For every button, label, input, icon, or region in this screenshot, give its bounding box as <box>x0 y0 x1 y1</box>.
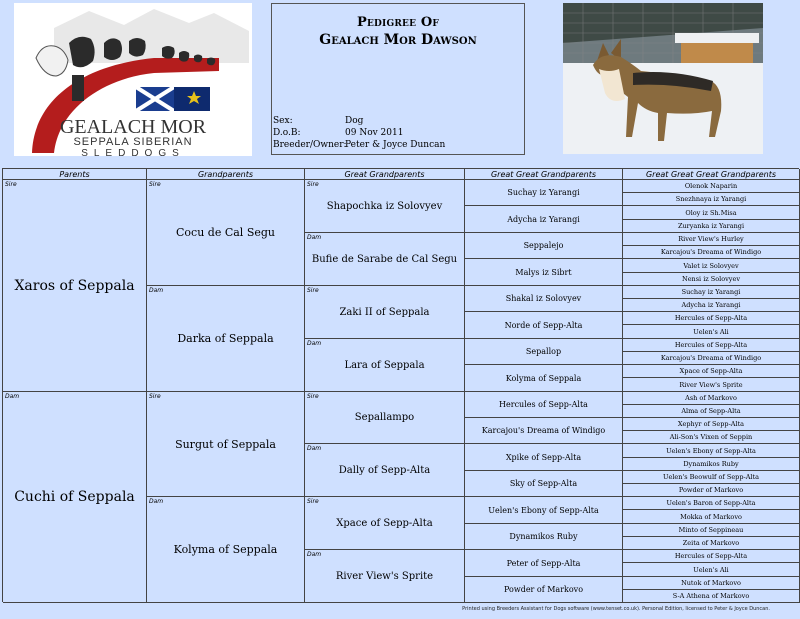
gg-grandparent-name: Sepallop <box>525 347 562 356</box>
info-label: Sex: <box>273 116 293 126</box>
ggg-grandparent-name: Alma of Sepp-Alta <box>681 407 741 415</box>
pedigree-table <box>2 168 799 602</box>
great-grandparent-cell <box>305 233 465 286</box>
gg-grandparent-name: Karcajou's Dreama of Windigo <box>481 426 606 435</box>
ggg-grandparent-cell <box>623 339 800 352</box>
dam-label: Dam <box>307 234 322 241</box>
column-header: Parents <box>3 169 147 180</box>
ggg-grandparent-name: Uelen's Ebony of Sepp-Alta <box>666 446 756 455</box>
ggg-grandparent-cell <box>623 352 800 365</box>
ggg-grandparent-name: Powder of Markovo <box>678 486 744 494</box>
great-grandparent-cell <box>305 180 465 233</box>
info-value: 09 Nov 2011 <box>345 128 404 138</box>
info-value: Peter & Joyce Duncan <box>345 140 446 150</box>
parent-name: Cuchi of Seppala <box>14 489 135 505</box>
dam-label: Dam <box>149 287 164 294</box>
ggg-grandparent-cell <box>623 471 800 484</box>
ggg-grandparent-cell <box>623 550 800 563</box>
ggg-grandparent-name: Adycha iz Yarangi <box>681 301 741 309</box>
ggg-grandparent-name: Hercules of Sepp-Alta <box>674 341 748 349</box>
ggg-grandparent-cell <box>623 286 800 299</box>
ggg-grandparent-cell <box>623 444 800 458</box>
ggg-grandparent-name: Hercules of Sepp-Alta <box>674 552 748 560</box>
column-header: Great Great Grandparents <box>465 169 623 180</box>
dam-label: Dam <box>307 340 322 347</box>
column-header: Grandparents <box>147 169 305 180</box>
ggg-grandparent-name: Snezhnaya iz Yarangi <box>675 195 747 203</box>
flag-icon <box>136 87 210 111</box>
ggg-grandparent-name: Karcajou's Dreama of Windigo <box>660 248 762 256</box>
gg-grandparent-cell <box>465 206 623 233</box>
gg-grandparent-name: Sky of Sepp-Alta <box>509 479 578 488</box>
ggg-grandparent-name: Mokka of Markovo <box>680 512 742 521</box>
great-grandparent-name: Xpace of Sepp-Alta <box>336 517 433 529</box>
logo-title: GEALACH MOR <box>59 116 207 138</box>
ggg-grandparent-name: Minto of Seppineau <box>678 526 744 534</box>
pedigree-info-box <box>271 3 525 155</box>
great-grandparent-cell <box>305 444 465 497</box>
gg-grandparent-cell <box>465 365 623 392</box>
gg-grandparent-name: Adycha iz Yarangi <box>507 214 580 224</box>
great-grandparent-name: Zaki II of Seppala <box>339 306 430 318</box>
ggg-grandparent-name: Xpace of Sepp-Alta <box>679 367 743 375</box>
sire-label: Sire <box>149 181 161 188</box>
ggg-grandparent-name: Suchay iz Yarangi <box>681 288 741 296</box>
great-grandparent-cell <box>305 497 465 550</box>
gg-grandparent-name: Seppalejo <box>523 241 564 250</box>
ggg-grandparent-cell <box>623 312 800 325</box>
ggg-grandparent-name: Karcajou's Dreama of Windigo <box>660 354 762 362</box>
parent-cell <box>3 392 147 603</box>
dam-label: Dam <box>5 393 20 400</box>
ggg-grandparent-name: Uelen's Baron of Sepp-Alta <box>666 499 756 507</box>
ggg-grandparent-cell <box>623 193 800 206</box>
ggg-grandparent-name: Valet iz Solovyev <box>683 261 739 270</box>
ggg-grandparent-cell <box>623 418 800 431</box>
page-title: Pedigree Of <box>357 15 439 30</box>
footer-note: Printed using Breeders Assistant for Dogs software (www.tenset.co.uk). Personal Edition, licensed to Peter & Joyce Duncan. <box>462 606 770 612</box>
grandparent-cell <box>147 497 305 603</box>
parent-cell <box>3 180 147 392</box>
ggg-grandparent-name: S-A Athena of Markovo <box>672 592 750 600</box>
ggg-grandparent-name: Xephyr of Sepp-Alta <box>677 420 745 428</box>
gg-grandparent-cell <box>465 577 623 603</box>
sire-label: Sire <box>307 287 319 294</box>
gg-grandparent-name: Malys iz Sibrt <box>515 267 572 277</box>
column-header: Great Great Great Grandparents <box>623 169 800 180</box>
gg-grandparent-name: Xpike of Sepp-Alta <box>505 452 582 462</box>
ggg-grandparent-cell <box>623 378 800 392</box>
gg-grandparent-name: Shakal iz Solovyev <box>505 294 582 303</box>
ggg-grandparent-name: River View's Hurley <box>678 235 744 243</box>
dog-photo-icon <box>563 3 763 154</box>
ggg-grandparent-cell <box>623 563 800 577</box>
ggg-grandparent-cell <box>623 273 800 286</box>
gg-grandparent-name: Suchay iz Yarangi <box>507 188 580 197</box>
sire-label: Sire <box>149 393 161 400</box>
grandparent-name: Cocu de Cal Segu <box>176 226 275 239</box>
ggg-grandparent-name: Uelen's Ali <box>693 565 729 574</box>
kennel-logo <box>14 3 252 156</box>
grandparent-cell <box>147 392 305 497</box>
column-header: Great Grandparents <box>305 169 465 180</box>
ggg-grandparent-cell <box>623 524 800 537</box>
great-grandparent-cell <box>305 550 465 603</box>
gg-grandparent-cell <box>465 444 623 471</box>
gg-grandparent-name: Uelen's Ebony of Sepp-Alta <box>488 505 599 515</box>
ggg-grandparent-cell <box>623 220 800 233</box>
ggg-grandparent-name: Uelen's Ali <box>693 327 729 336</box>
sire-label: Sire <box>307 498 319 505</box>
ggg-grandparent-cell <box>623 405 800 418</box>
ggg-grandparent-cell <box>623 325 800 339</box>
gg-grandparent-name: Dynamikos Ruby <box>509 532 578 541</box>
ggg-grandparent-cell <box>623 537 800 550</box>
great-grandparent-name: Dally of Sepp-Alta <box>338 464 431 476</box>
ggg-grandparent-cell <box>623 365 800 378</box>
ggg-grandparent-cell <box>623 577 800 590</box>
gg-grandparent-cell <box>465 233 623 259</box>
dam-label: Dam <box>149 498 164 505</box>
dam-label: Dam <box>307 551 322 558</box>
gg-grandparent-cell <box>465 418 623 444</box>
ggg-grandparent-name: Oloy iz Sh.Misa <box>685 208 737 217</box>
dog-name-title: Gealach Mor Dawson <box>319 32 477 48</box>
gg-grandparent-cell <box>465 392 623 418</box>
ggg-grandparent-cell <box>623 431 800 444</box>
ggg-grandparent-name: Ali-Son's Vixen of Seppin <box>669 433 753 441</box>
dam-label: Dam <box>307 445 322 452</box>
gg-grandparent-name: Hercules of Sepp-Alta <box>499 400 588 409</box>
gg-grandparent-name: Norde of Sepp-Alta <box>504 320 583 330</box>
ggg-grandparent-name: Nutok of Markovo <box>681 579 741 587</box>
gg-grandparent-cell <box>465 286 623 312</box>
great-grandparent-cell <box>305 392 465 444</box>
ggg-grandparent-name: Olenok Naparin <box>684 182 738 190</box>
grandparent-name: Darka of Seppala <box>177 332 274 345</box>
sire-label: Sire <box>5 181 17 188</box>
grandparent-name: Kolyma of Seppala <box>173 543 278 556</box>
grandparent-name: Surgut of Seppala <box>175 437 276 451</box>
grandparent-cell <box>147 286 305 392</box>
ggg-grandparent-name: Zuryanka iz Yarangi <box>677 222 745 230</box>
great-grandparent-cell <box>305 339 465 392</box>
ggg-grandparent-cell <box>623 299 800 312</box>
gg-grandparent-cell <box>465 471 623 497</box>
ggg-grandparent-cell <box>623 484 800 497</box>
info-label: Breeder/Owner: <box>273 140 347 150</box>
great-grandparent-name: Lara of Seppala <box>344 359 425 371</box>
info-value: Dog <box>345 116 364 126</box>
ggg-grandparent-name: Hercules of Sepp-Alta <box>674 314 748 322</box>
great-grandparent-cell <box>305 286 465 339</box>
great-grandparent-name: River View's Sprite <box>335 570 434 582</box>
ggg-grandparent-name: Dynamikos Ruby <box>683 460 739 468</box>
ggg-grandparent-name: Uelen's Beowulf of Sepp-Alta <box>663 473 759 481</box>
gg-grandparent-name: Peter of Sepp-Alta <box>506 558 581 568</box>
gg-grandparent-cell <box>465 339 623 365</box>
gg-grandparent-cell <box>465 524 623 550</box>
great-grandparent-name: Bufie de Sarabe de Cal Segu <box>311 253 458 265</box>
ggg-grandparent-cell <box>623 458 800 471</box>
grandparent-cell <box>147 180 305 286</box>
ggg-grandparent-cell <box>623 510 800 524</box>
ggg-grandparent-cell <box>623 206 800 220</box>
great-grandparent-name: Sepallampo <box>354 412 415 423</box>
sire-label: Sire <box>307 181 319 188</box>
info-label: D.o.B: <box>273 128 301 138</box>
ggg-grandparent-cell <box>623 180 800 193</box>
ggg-grandparent-cell <box>623 392 800 405</box>
sire-label: Sire <box>307 393 319 400</box>
great-grandparent-name: Shapochka iz Solovyev <box>326 200 443 212</box>
ggg-grandparent-cell <box>623 233 800 246</box>
gg-grandparent-cell <box>465 180 623 206</box>
ggg-grandparent-cell <box>623 590 800 603</box>
dog-photo <box>563 3 763 154</box>
ggg-grandparent-cell <box>623 246 800 259</box>
gg-grandparent-cell <box>465 259 623 286</box>
ggg-grandparent-name: River View's Sprite <box>679 380 743 389</box>
logo-subtitle-2: SLEDDOGS <box>81 148 185 156</box>
gg-grandparent-name: Powder of Markovo <box>503 585 584 594</box>
ggg-grandparent-name: Nensi iz Solovyev <box>682 275 740 283</box>
gg-grandparent-cell <box>465 497 623 524</box>
ggg-grandparent-cell <box>623 497 800 510</box>
ggg-grandparent-name: Zeita of Markovo <box>682 539 740 547</box>
gg-grandparent-name: Kolyma of Seppala <box>505 373 582 383</box>
gg-grandparent-cell <box>465 312 623 339</box>
logo-subtitle: SEPPALA SIBERIAN <box>73 136 193 148</box>
gg-grandparent-cell <box>465 550 623 577</box>
ggg-grandparent-cell <box>623 259 800 273</box>
parent-name: Xaros of Seppala <box>14 277 135 294</box>
ggg-grandparent-name: Ash of Markovo <box>685 394 737 402</box>
sled-dog-logo-icon <box>14 3 252 156</box>
